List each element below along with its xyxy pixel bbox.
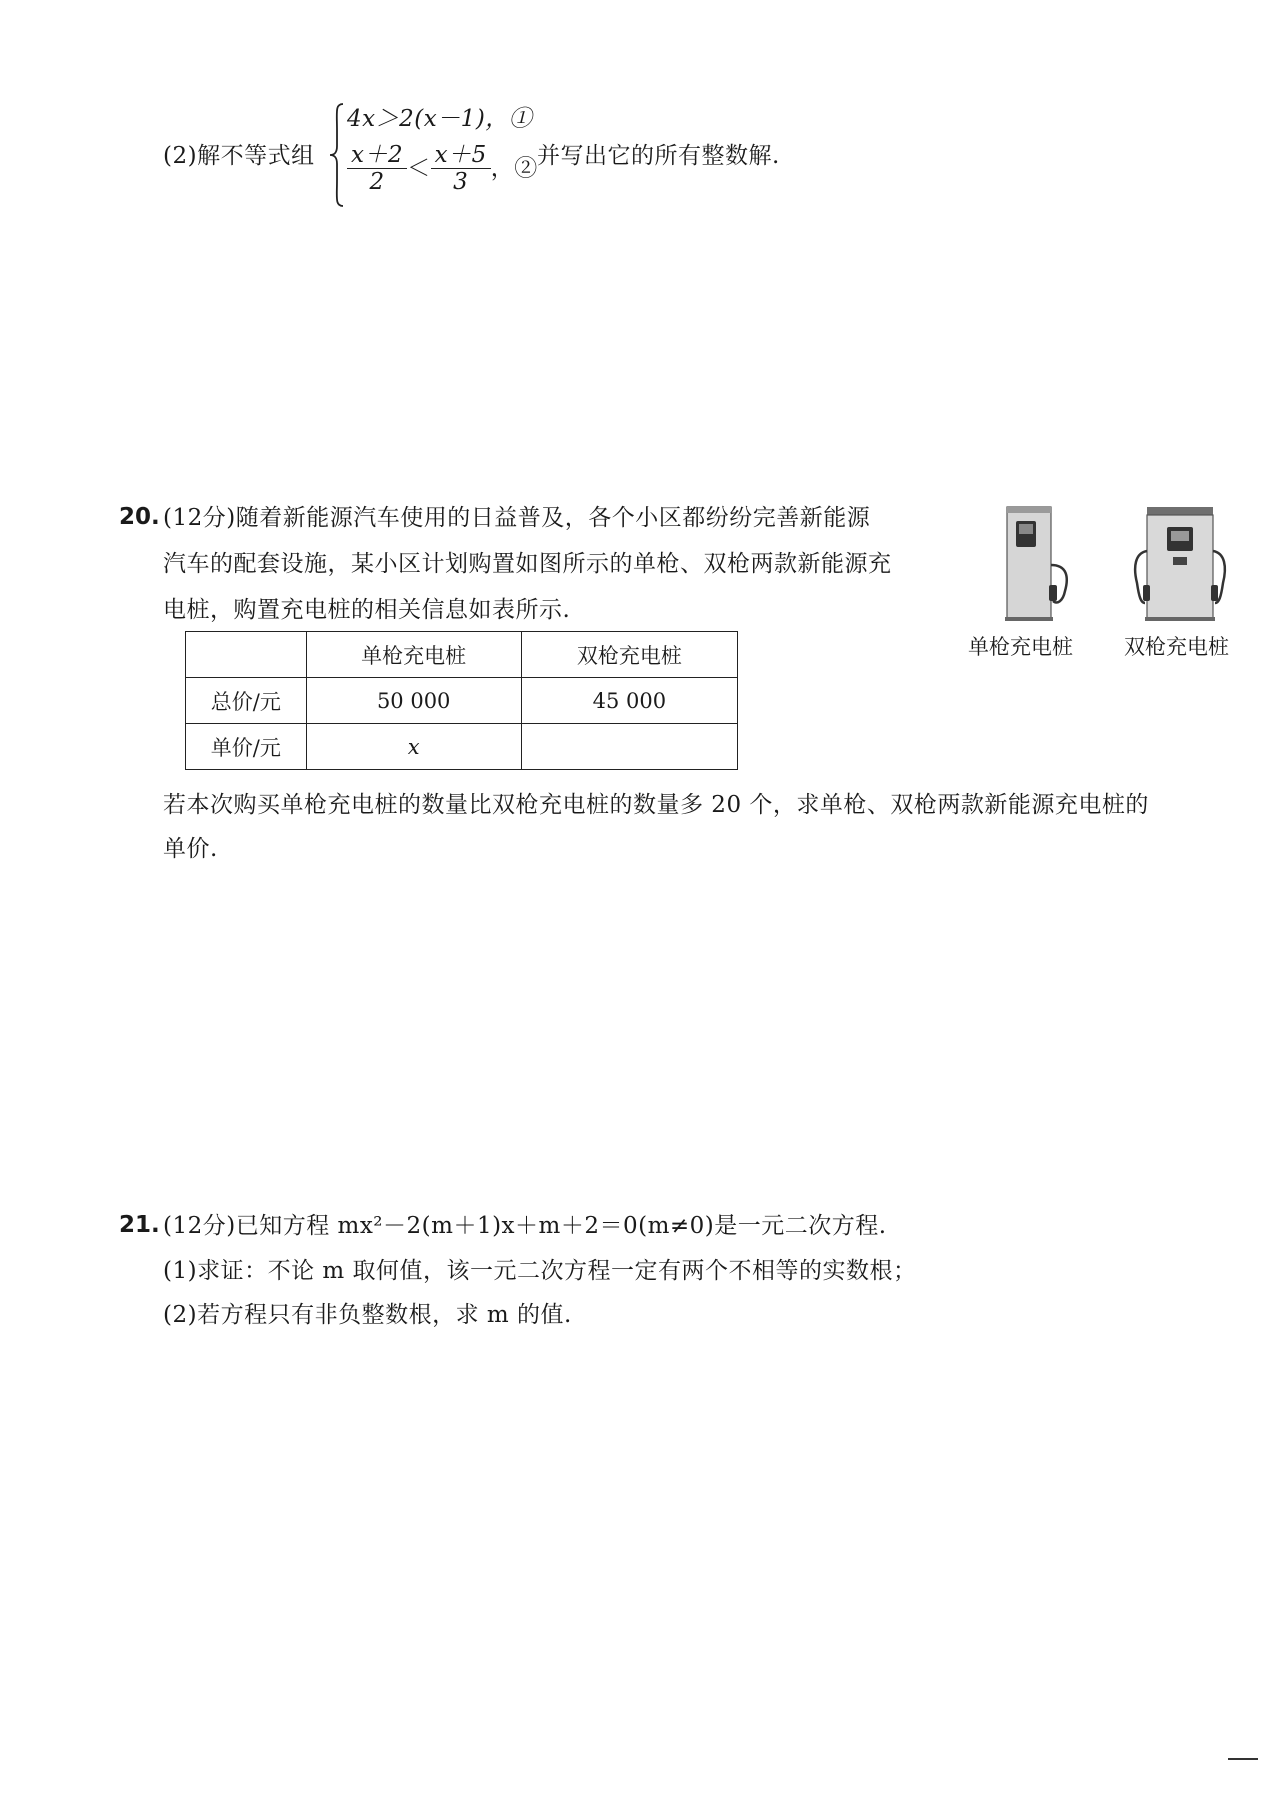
price-table	[185, 631, 738, 770]
q19-2-suffix: 并写出它的所有整数解.	[537, 143, 780, 169]
q19-2-prefix: (2)解不等式组	[163, 143, 315, 169]
system-brace	[327, 100, 347, 210]
q20-question-line-2: 单价.	[163, 836, 218, 862]
table-cell: 45 000	[521, 678, 737, 724]
q20-line-3: 电桩，购置充电桩的相关信息如表所示.	[163, 597, 571, 623]
fraction-1-denominator: 2	[369, 169, 385, 195]
table-header-cell: 单枪充电桩	[306, 632, 521, 678]
double-gun-charger-image	[1131, 505, 1231, 623]
table-cell: 总价/元	[186, 678, 307, 724]
fraction-2-denominator: 3	[453, 169, 469, 195]
fraction-2-numerator: x＋5	[431, 142, 491, 169]
inequality-2	[347, 142, 538, 195]
table-header-cell: 双枪充电桩	[521, 632, 737, 678]
table-cell	[521, 724, 737, 770]
fraction-1	[347, 142, 407, 195]
q21-line-1: (12分)已知方程 mx²－2(m＋1)x＋m＋2＝0(m≠0)是一元二次方程.	[163, 1213, 887, 1239]
inequality-1: 4x＞2(x－1)，①	[347, 106, 533, 132]
q21-part-1: (1)求证：不论 m 取何值，该一元二次方程一定有两个不相等的实数根；	[163, 1258, 917, 1284]
q20-number: 20.	[119, 504, 160, 530]
q20-question-line-1: 若本次购买单枪充电桩的数量比双枪充电桩的数量多 20 个，求单枪、双枪两款新能源充电桩的	[163, 792, 1149, 818]
table-cell: 单价/元	[186, 724, 307, 770]
fraction-1-numerator: x＋2	[347, 142, 407, 169]
inequality-2-label: ，②	[490, 155, 538, 182]
q20-line-2: 汽车的配套设施，某小区计划购置如图所示的单枪、双枪两款新能源充	[163, 551, 892, 577]
q20-line-1: (12分)随着新能源汽车使用的日益普及，各个小区都纷纷完善新能源	[163, 505, 871, 531]
q21-part-2: (2)若方程只有非负整数根，求 m 的值.	[163, 1302, 572, 1328]
table-cell: x	[306, 724, 521, 770]
table-header-cell	[186, 632, 307, 678]
page-corner-dash	[1228, 1758, 1258, 1760]
single-gun-caption: 单枪充电桩	[968, 635, 1073, 659]
table-header-row	[186, 632, 738, 678]
table-cell: 50 000	[306, 678, 521, 724]
single-gun-charger-image	[1005, 505, 1075, 623]
double-gun-caption: 双枪充电桩	[1124, 635, 1229, 659]
table-row	[186, 678, 738, 724]
less-than-sign: ＜	[407, 155, 431, 182]
fraction-2	[431, 142, 491, 195]
table-row	[186, 724, 738, 770]
q21-number: 21.	[119, 1212, 160, 1238]
